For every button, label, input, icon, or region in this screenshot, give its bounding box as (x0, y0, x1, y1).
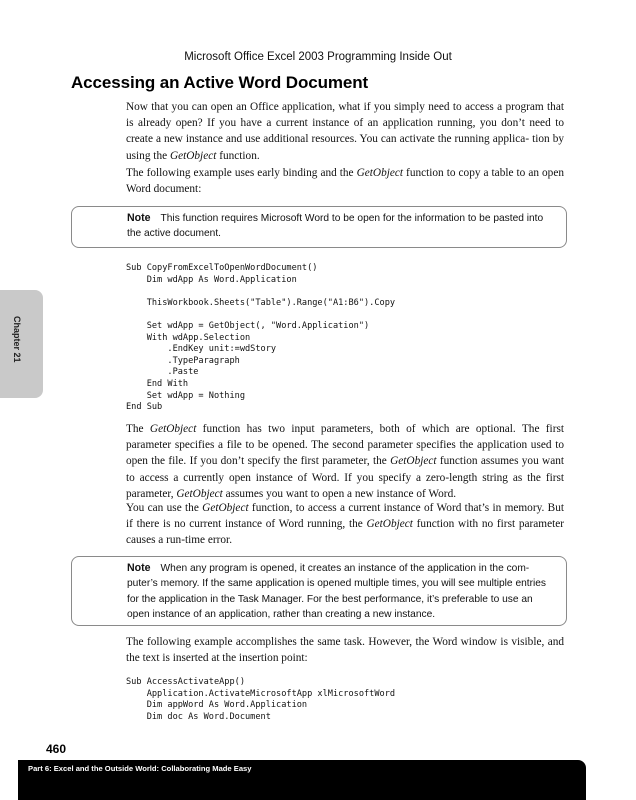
paragraph-example (126, 165, 564, 197)
code-line: .EndKey unit:=wdStory (126, 344, 277, 355)
function-name: GetObject (149, 423, 197, 435)
footer-bar (18, 760, 586, 800)
note-label: Note (127, 562, 151, 574)
paragraph-line: to create a new instance and use additional resources. You can activate the running applica- (126, 117, 564, 146)
paragraph-line: function to copy a table to an (403, 167, 539, 179)
code-block-access-activate-app (126, 677, 395, 723)
code-line: Dim appWord As Word.Application (126, 700, 308, 711)
code-line: Application.ActivateMicrosoftApp xlMicrosoftWord (126, 688, 396, 699)
code-line: End With (126, 378, 189, 389)
code-line (126, 286, 395, 298)
running-header: Microsoft Office Excel 2003 Programming Inside Out (184, 51, 452, 63)
paragraph-runtime-error: You can use the GetObject function, to access a current instance of Word that’s in memory. But if there is no current instance of Word running, the GetObject function with no first parameter causes a run-time error. (126, 502, 565, 547)
paragraph-line: that is already open? If you have a current instance of an application running, you don’t need (126, 101, 564, 130)
paragraph-intro (126, 99, 564, 164)
section-heading: Accessing an Active Word Document (71, 73, 369, 92)
paragraph-line: Now that you can open an Office application, what if you simply need to access a program (126, 101, 544, 113)
code-line: Set wdApp = GetObject(, "Word.Application") (126, 320, 370, 331)
code-line (126, 309, 395, 321)
chapter-tab-label: Chapter 21 (12, 316, 22, 363)
code-line: With wdApp.Selection (126, 332, 251, 343)
note-box-instances (71, 556, 567, 626)
function-name: GetObject (176, 487, 223, 500)
footer-text: Part 6: Excel and the Outside World: Collaborating Made Easy (28, 764, 252, 773)
note-box-word-open (71, 206, 567, 248)
code-line: .Paste (126, 367, 199, 378)
paragraph-line: The following example uses early binding and the (126, 167, 357, 179)
code-block-copy-from-excel (126, 263, 395, 414)
function-name: GetObject (356, 167, 404, 179)
code-line: Dim wdApp As Word.Application (126, 274, 297, 285)
note-text: Note When any program is opened, it creates an instance of the application in the com- puter’s memory. If the same application is opened multiple times, you will see multiple entries for the application in the Task Manager. For the best performance, it’s preferable to use an open instance of an application, rather than creating a new instance. (127, 562, 547, 621)
page-number: 460 (46, 742, 67, 756)
code-line: Set wdApp = Nothing (126, 390, 245, 401)
paragraph-following-example: The following example accomplishes the same task. However, the Word window is visible, and the text is inserted at the insertion point: (126, 636, 564, 665)
function-name: GetObject (366, 518, 413, 531)
function-name: GetObject (390, 455, 437, 468)
paragraph-line: open Word document: (126, 167, 564, 196)
paragraph-line: tion by using the (126, 133, 564, 162)
code-line: End Sub (126, 402, 163, 413)
code-line: Dim doc As Word.Document (126, 711, 271, 722)
chapter-tab (0, 290, 43, 398)
note-text: Note This function requires Microsoft Word to be open for the information to be pasted into the active document. (127, 212, 544, 240)
code-line: Sub CopyFromExcelToOpenWordDocument() (126, 263, 318, 273)
function-name: GetObject (202, 502, 249, 514)
paragraph-line: function. (216, 149, 260, 162)
code-line: ThisWorkbook.Sheets("Table").Range("A1:B6").Copy (126, 297, 396, 308)
code-line: Sub AccessActivateApp() (126, 677, 245, 687)
paragraph-parameters: The GetObject function has two input parameters, both of which are optional. The first parameter specifies a file to be opened. The second parameter specifies the application used to open the file. If you don’t specify the first parameter, the GetObject function assumes you want to access a currently open instance of Word. If you specify a zero-length string as the first parameter, GetObject assumes you want to open a new instance of Word. (126, 423, 565, 500)
note-label: Note (127, 212, 151, 224)
function-name: GetObject (169, 149, 217, 162)
code-line: .TypeParagraph (126, 355, 240, 366)
